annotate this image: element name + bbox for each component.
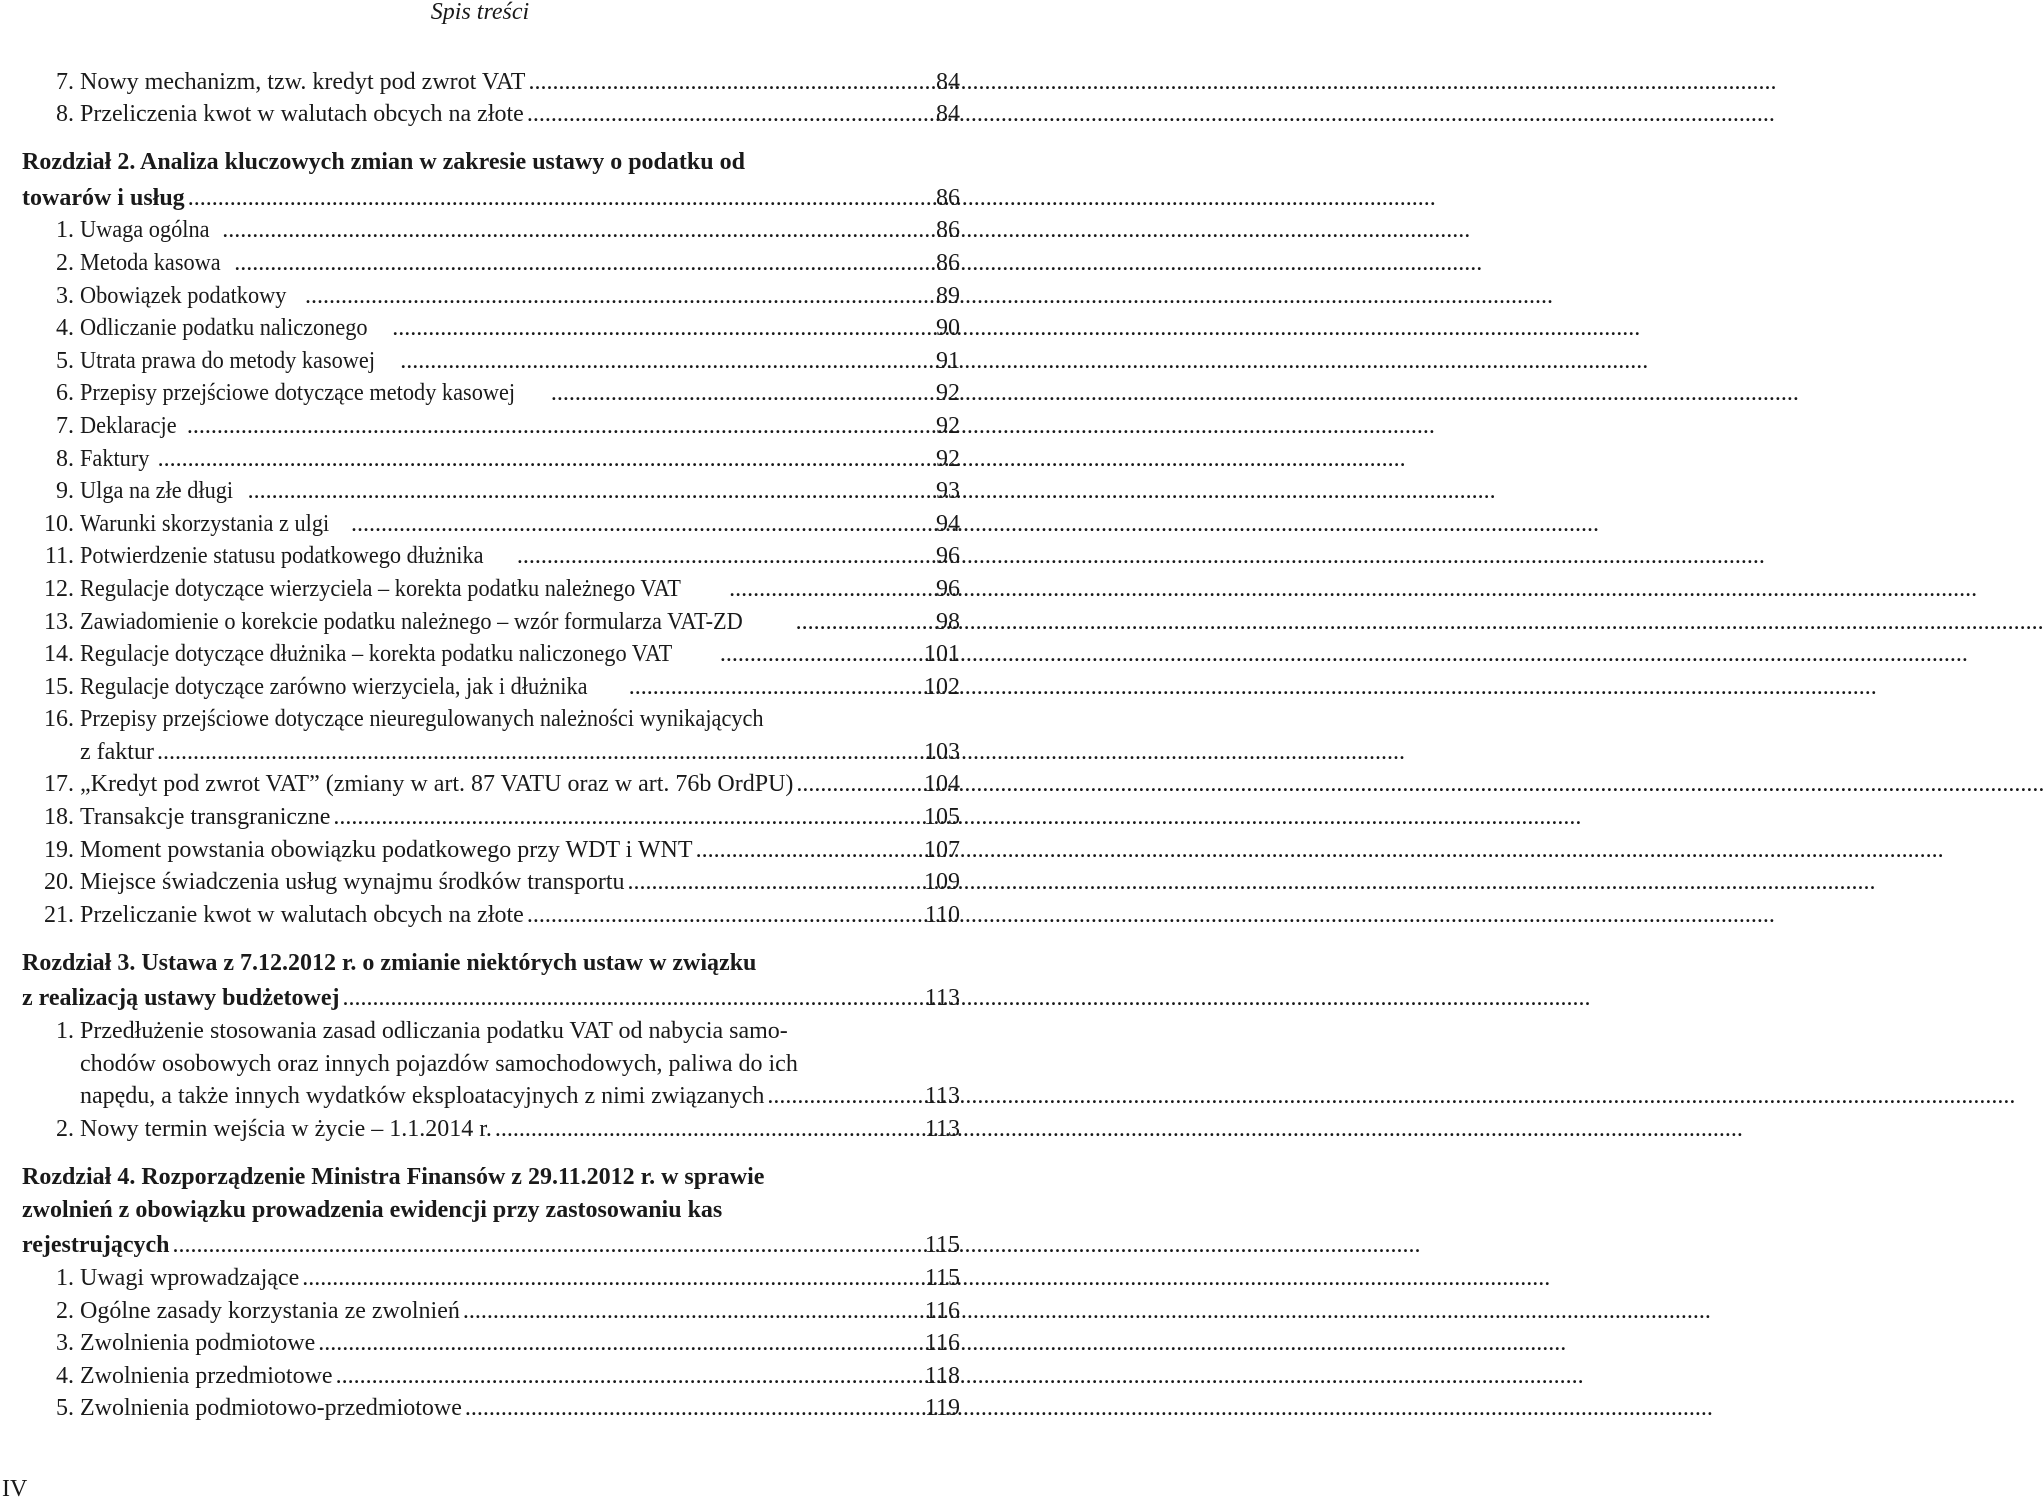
toc-entry-page: 89	[936, 282, 960, 309]
toc-entry	[22, 97, 960, 130]
toc-entry-title: Zawiadomienie o korekcie podatku należnego – wzór formularza VAT-ZD	[80, 608, 743, 635]
toc-entry-number: 5.	[56, 347, 74, 374]
dot-leader	[551, 378, 894, 408]
chapter-3-title-line-1: Rozdział 3. Ustawa z 7.12.2012 r. o zmianie niektórych ustaw w związku	[22, 949, 757, 976]
dot-leader	[305, 281, 894, 311]
toc-entry	[22, 213, 960, 246]
toc-entry	[22, 376, 960, 409]
toc-entry-number: 4.	[56, 315, 74, 342]
toc-entry-title: Potwierdzenie statusu podatkowego dłużnika	[80, 543, 484, 570]
toc-entry-page: 98	[936, 608, 960, 635]
toc-entry-page: 93	[936, 478, 960, 505]
toc-entry-title: Warunki skorzystania z ulgi	[80, 510, 330, 537]
toc-entry-page: 116	[924, 1297, 960, 1324]
toc-entry-title: Miejsce świadczenia usług wynajmu środków transportu	[80, 869, 625, 896]
toc-entry-page: 109	[924, 869, 960, 896]
dot-leader	[158, 444, 894, 474]
chapter-3-entry-2: 2. Nowy termin wejścia w życie – 1.1.2014 r. ..... 113	[22, 1111, 960, 1144]
toc-entry	[22, 1391, 960, 1424]
dot-leader	[696, 835, 894, 865]
toc-entry-page: 92	[936, 412, 960, 439]
dot-leader	[628, 867, 894, 897]
toc-entry-page: 104	[924, 771, 960, 798]
page-folio: IV	[2, 1476, 28, 1502]
chapter-4-title-line-1: Rozdział 4. Rozporządzenie Ministra Finansów z 29.11.2012 r. w sprawie	[22, 1163, 765, 1190]
toc-entry-number: 9.	[56, 478, 74, 505]
toc-entry-title: Odliczanie podatku naliczonego	[80, 315, 368, 342]
table-of-contents	[22, 64, 960, 1423]
toc-entry	[22, 408, 960, 441]
chapter-3-entry-1: 1. Przedłużenie stosowania zasad odliczania podatku VAT od nabycia samo- chodów osobowych oraz innych pojazdów samochodowych, paliwa do ich napędu, a także innych wydatków eksploatacyjnych z nimi związanych ..... 113	[22, 1013, 960, 1111]
toc-entry	[22, 832, 960, 865]
toc-entry-title: Metoda kasowa	[80, 249, 221, 276]
toc-entry-page: 115	[924, 1265, 960, 1291]
toc-entry-number: 2.	[56, 249, 74, 276]
dot-leader	[336, 1361, 894, 1391]
dot-leader	[351, 509, 894, 539]
toc-entry	[22, 767, 960, 800]
dot-leader	[527, 900, 894, 930]
dot-leader	[222, 215, 894, 245]
toc-entry-number: 1.	[56, 1265, 74, 1291]
toc-entry-page: 119	[924, 1395, 960, 1422]
chapter-2-entries-b	[22, 767, 960, 930]
toc-entry-page: 86	[936, 249, 960, 276]
toc-entry	[22, 669, 960, 702]
toc-entry-number: 7.	[56, 68, 74, 95]
dot-leader	[517, 541, 894, 571]
dot-leader	[796, 607, 894, 637]
toc-entry	[22, 637, 960, 670]
toc-entry-number: 21.	[44, 901, 74, 928]
dot-leader	[465, 1393, 894, 1423]
chapter-2-title-line-2: towarów i usług ..... 86	[22, 180, 960, 213]
toc-entry	[22, 539, 960, 572]
dot-leader	[796, 769, 894, 799]
toc-entry	[22, 571, 960, 604]
toc-entry	[22, 1358, 960, 1391]
toc-entry-title: Ogólne zasady korzystania ze zwolnień	[80, 1297, 460, 1324]
toc-entry-number: 17.	[44, 771, 74, 798]
chapter-2-entries	[22, 213, 960, 702]
toc-entry-page: 102	[924, 673, 960, 700]
toc-entry-title: Uwagi wprowadzające	[80, 1265, 300, 1291]
toc-entry	[22, 897, 960, 930]
toc-entry-page: 84	[936, 68, 960, 95]
dot-leader	[248, 476, 894, 506]
toc-entry-page: 92	[936, 445, 960, 472]
dot-leader	[318, 1328, 894, 1358]
dot-leader	[234, 248, 894, 278]
toc-entry	[22, 865, 960, 898]
toc-entry-page: 91	[936, 347, 960, 374]
dot-leader	[527, 99, 894, 129]
toc-entry	[22, 311, 960, 344]
chapter-2-title-line-1: Rozdział 2. Analiza kluczowych zmian w zakresie ustawy o podatku od	[22, 149, 745, 176]
toc-entry-title: Faktury	[80, 445, 150, 472]
chapter-4-title-line-3: rejestrujących ..... 115	[22, 1228, 960, 1261]
toc-entry-number: 11.	[44, 543, 74, 570]
toc-entry-number: 15.	[44, 673, 74, 700]
toc-entry-number: 5.	[56, 1395, 74, 1422]
toc-entry	[22, 1326, 960, 1359]
toc-entry	[22, 604, 960, 637]
toc-entry-number: 7.	[56, 412, 74, 439]
toc-entry-title: Nowy mechanizm, tzw. kredyt pod zwrot VAT	[80, 68, 526, 95]
toc-entry-title: Deklaracje	[80, 412, 177, 439]
toc-entry-number: 2.	[56, 1297, 74, 1324]
toc-entry-page: 96	[936, 575, 960, 602]
dot-leader	[629, 672, 894, 702]
toc-entry-page: 110	[924, 901, 960, 928]
chapter-3-title-line-2: z realizacją ustawy budżetowej ..... 113	[22, 981, 960, 1014]
toc-entry-title: Przeliczanie kwot w walutach obcych na złote	[80, 901, 524, 928]
dot-leader	[729, 574, 894, 604]
running-head: Spis treści	[430, 0, 530, 25]
toc-entry-page: 84	[936, 101, 960, 128]
toc-entry-number: 6.	[56, 380, 74, 407]
toc-entry-title: Przeliczenia kwot w walutach obcych na złote	[80, 101, 524, 128]
chapter-4-entries	[22, 1260, 960, 1423]
dot-leader	[333, 802, 894, 832]
chapter-4-title-line-2: zwolnień z obowiązku prowadzenia ewidencji przy zastosowaniu kas	[22, 1196, 723, 1223]
toc-entry	[22, 343, 960, 376]
chapter-3	[22, 948, 960, 1144]
toc-entry-page: 94	[936, 510, 960, 537]
toc-entry-title: Zwolnienia podmiotowo-przedmiotowe	[80, 1395, 462, 1422]
toc-entry	[22, 1293, 960, 1326]
dot-leader	[400, 346, 894, 376]
toc-entry-page: 101	[924, 641, 960, 668]
toc-entry-page: 107	[924, 836, 960, 863]
chapter-2	[22, 147, 960, 930]
toc-entry-page: 116	[924, 1330, 960, 1357]
dot-leader	[187, 411, 894, 441]
toc-entry	[22, 474, 960, 507]
toc-entry-title: Zwolnienia podmiotowe	[80, 1330, 316, 1357]
toc-entry-page: 118	[924, 1362, 960, 1389]
toc-entry-number: 4.	[56, 1362, 74, 1389]
toc-entry-title: Ulga na złe długi	[80, 478, 234, 505]
toc-entry-page: 96	[936, 543, 960, 570]
toc-entry-title: Uwaga ogólna	[80, 217, 210, 244]
toc-entry-title: Utrata prawa do metody kasowej	[80, 347, 376, 374]
chapter-4	[22, 1162, 960, 1424]
toc-entry	[22, 64, 960, 97]
toc-entry-title: Moment powstania obowiązku podatkowego przy WDT i WNT	[80, 836, 693, 863]
toc-entry	[22, 245, 960, 278]
toc-entry-title: „Kredyt pod zwrot VAT” (zmiany w art. 87 VATU oraz w art. 76b OrdPU)	[80, 771, 794, 798]
toc-entry-number: 1.	[56, 217, 74, 244]
toc-entry-title: Regulacje dotyczące dłużnika – korekta podatku naliczonego VAT	[80, 641, 673, 668]
dot-leader	[392, 313, 894, 343]
toc-entry	[22, 506, 960, 539]
toc-entry-page: 105	[924, 804, 960, 831]
toc-entry-number: 12.	[44, 575, 74, 602]
toc-entry	[22, 799, 960, 832]
toc-entry-page: 92	[936, 380, 960, 407]
dot-leader	[463, 1296, 894, 1326]
toc-entry-title: Regulacje dotyczące wierzyciela – korekta podatku należnego VAT	[80, 575, 681, 602]
toc-entry-number: 20.	[44, 869, 74, 896]
toc-entry-number: 3.	[56, 282, 74, 309]
toc-entry-number: 18.	[44, 804, 74, 831]
toc-entry-title: Zwolnienia przedmiotowe	[80, 1362, 333, 1389]
toc-entry-number: 3.	[56, 1330, 74, 1357]
dot-leader	[302, 1263, 894, 1293]
toc-entry-page: 90	[936, 315, 960, 342]
chapter-2-entry-16: 16. Przepisy przejściowe dotyczące nieuregulowanych należności wynikających z faktur ..... 103	[22, 702, 960, 767]
toc-entry-number: 13.	[44, 608, 74, 635]
toc-entry	[22, 441, 960, 474]
toc-entry-number: 10.	[44, 510, 74, 537]
toc-entry-number: 19.	[44, 836, 74, 863]
toc-entry-number: 8.	[56, 445, 74, 472]
toc-entry-number: 14.	[44, 641, 74, 668]
top-entries	[22, 64, 960, 129]
toc-entry	[22, 1260, 960, 1293]
toc-entry-title: Transakcje transgraniczne	[80, 804, 331, 831]
toc-entry-title: Regulacje dotyczące zarówno wierzyciela, jak i dłużnika	[80, 673, 588, 700]
toc-entry-number: 8.	[56, 101, 74, 128]
toc-entry	[22, 278, 960, 311]
dot-leader	[528, 67, 894, 97]
toc-entry-title: Obowiązek podatkowy	[80, 282, 287, 309]
toc-entry-title: Przepisy przejściowe dotyczące metody kasowej	[80, 380, 516, 407]
toc-entry-page: 86	[936, 217, 960, 244]
dot-leader	[720, 639, 894, 669]
